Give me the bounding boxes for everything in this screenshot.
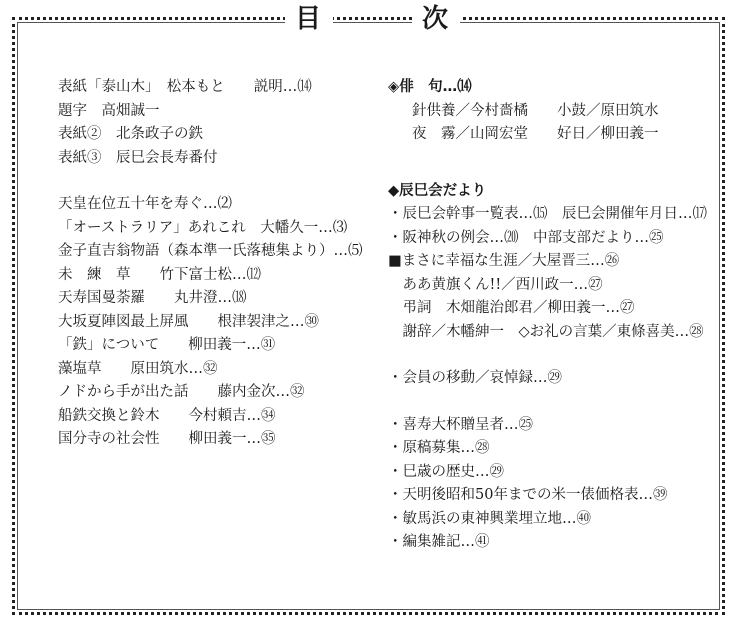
left-column [58, 76, 363, 452]
toc-entry: ・編集雑記…㊶ [388, 534, 490, 550]
toc-entry: ・辰巳会幹事一覧表…⒂ 辰巳会開催年月日…⒄ [388, 206, 707, 222]
toc-entry: 題字 高畑誠一 [58, 102, 160, 119]
toc-entry: ・会員の移動／哀悼録…㉙ [388, 370, 562, 386]
toc-entry: 謝辞／木幡紳一 ◇お礼の言葉／東條喜美…㉘ [388, 323, 704, 340]
toc-entry: 表紙「泰山木」 松本もと 説明…⒁ [58, 79, 312, 95]
toc-entry: ・敏馬浜の東神興業埋立地…㊵ [388, 510, 591, 527]
toc-entry: ノドから手が出た話 藤内金次…㉜ [58, 384, 305, 400]
page-title-left: 目 [285, 0, 333, 35]
toc-entry: 金子直吉翁物語（森本準一氏落穂集より）…⑸ [58, 243, 363, 259]
toc-entry: ・原稿募集…㉘ [388, 440, 490, 456]
toc-entry: 大坂夏陣図最上屏風 根津袈津之…㉚ [58, 313, 319, 330]
toc-entry: ああ黄旗くん!!／西川政一…㉗ [388, 276, 603, 293]
toc-entry: ・喜寿大杯贈呈者…㉕ [388, 416, 533, 433]
toc-entry: 藻塩草 原田筑水…㉜ [58, 360, 218, 377]
toc-entry: 天寿国曼荼羅 丸井澄…⒅ [58, 290, 247, 306]
toc-entry: ・阪神秋の例会…⒇ 中部支部だより…㉕ [388, 229, 664, 246]
toc-entry: ■まさに幸福な生涯／大屋晋三…㉖ [388, 253, 620, 269]
haiku-section-header: ◈俳 句…⒁ [388, 79, 472, 95]
toc-entry: 表紙③ 辰巳会長寿番付 [58, 149, 218, 166]
toc-entry: 国分寺の社会性 柳田義一…㉟ [58, 431, 276, 447]
page-title-right: 次 [412, 0, 460, 35]
toc-entry: 「オーストラリア」あれこれ 大幡久一…⑶ [58, 219, 348, 236]
haiku-line: 針供養／今村嗇橘 小鼓／原田筑水 [412, 102, 659, 119]
news-section-header: ◆辰巳会だより [388, 182, 487, 199]
toc-entry: 「鉄」について 柳田義一…㉛ [58, 337, 276, 353]
toc-entry: ・巳歳の歴史…㉙ [388, 463, 504, 480]
toc-entry: ・天明後昭和50年までの米一俵価格表…㊴ [388, 487, 668, 503]
toc-entry: 未 練 草 竹下富士松…⑿ [58, 266, 261, 283]
right-column [388, 76, 707, 555]
toc-entry: 船鉄交換と鈴木 今村頼吉…㉞ [58, 407, 276, 424]
toc-entry: 天皇在位五十年を寿ぐ…⑵ [58, 196, 232, 212]
haiku-line: 夜 霧／山岡宏堂 好日／柳田義一 [412, 126, 659, 142]
toc-entry: 弔詞 木畑龍治郎君／柳田義一…㉗ [388, 300, 635, 316]
toc-entry: 表紙② 北条政子の鉄 [58, 126, 203, 142]
